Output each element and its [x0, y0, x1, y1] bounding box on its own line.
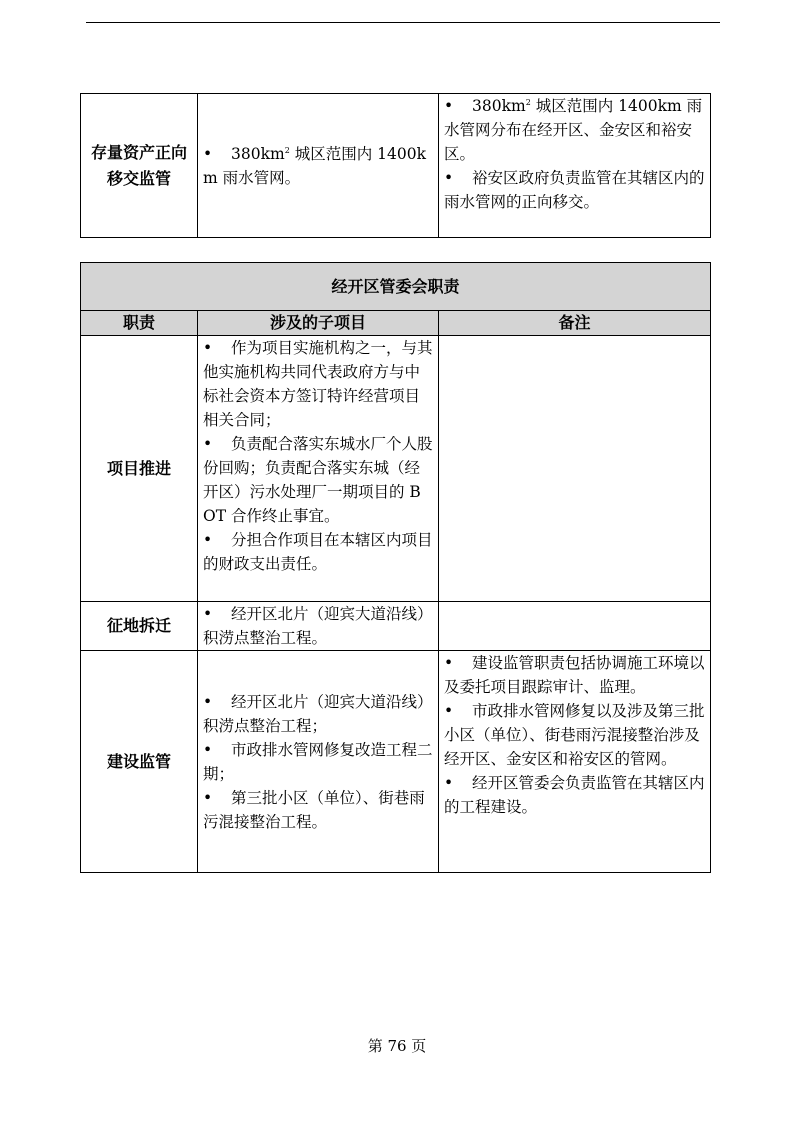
table-row: [81, 651, 711, 873]
bullet-mark: •: [203, 788, 213, 807]
table-row: [81, 336, 711, 602]
notes-cell: [439, 94, 711, 238]
table-row: [81, 602, 711, 651]
asset-transfer-table: [80, 93, 711, 238]
header-rule: [86, 22, 720, 23]
table-row: [81, 94, 711, 238]
row-label: 项目推进: [81, 336, 198, 602]
bullet-mark: •: [203, 144, 213, 163]
bullet-mark: •: [444, 774, 454, 792]
bullet-item: • $380km^2$ 城区范围内 1400km 雨水管网。: [203, 142, 433, 190]
bullet-item: • 经开区管委会负责监管在其辖区内的工程建设。: [444, 771, 705, 819]
row-label: 存量资产正向移交监管: [81, 94, 198, 238]
subitems-cell: [198, 94, 439, 238]
bullet-mark: •: [203, 339, 213, 357]
bullet-item: • 负责配合落实东城水厂个人股份回购；负责配合落实东城（经开区）污水处理厂一期项目的 BOT 合作终止事宜。: [203, 432, 433, 528]
bullet-mark: •: [203, 692, 213, 711]
header-cell: 涉及的子项目: [198, 311, 439, 336]
subitems-cell: [198, 651, 439, 873]
header-cell: 职责: [81, 311, 198, 336]
bullet-item: • 第三批小区（单位）、街巷雨污混接整治工程。: [203, 786, 433, 834]
bullet-item: • 作为项目实施机构之一，与其他实施机构共同代表政府方与中标社会资本方签订特许经营项目相关合同；: [203, 336, 433, 432]
responsibility-table: [80, 262, 711, 873]
bullet-item: • 市政排水管网修复改造工程二期；: [203, 738, 433, 786]
page-number: 第 76 页: [367, 1037, 427, 1055]
bullet-mark: •: [203, 435, 213, 453]
row-label: 建设监管: [81, 651, 198, 873]
table-title-row: [81, 263, 711, 311]
bullet-mark: •: [444, 654, 454, 672]
bullet-mark: •: [444, 702, 454, 720]
bullet-item: • $380km^2$ 城区范围内 1400km 雨水管网分布在经开区、金安区和裕安区。: [444, 94, 705, 166]
row-label: 征地拆迁: [81, 602, 198, 651]
bullet-mark: •: [444, 169, 454, 187]
bullet-mark: •: [444, 97, 454, 115]
bullet-mark: •: [203, 531, 213, 549]
bullet-item: • 分担合作项目在本辖区内项目的财政支出责任。: [203, 528, 433, 576]
notes-cell: [439, 651, 711, 873]
notes-cell: [439, 602, 711, 651]
table-title: 经开区管委会职责: [81, 263, 711, 311]
notes-cell: [439, 336, 711, 602]
header-cell: 备注: [439, 311, 711, 336]
bullet-item: • 经开区北片（迎宾大道沿线）积涝点整治工程；: [203, 690, 433, 738]
bullet-item: • 建设监管职责包括协调施工环境以及委托项目跟踪审计、监理。: [444, 651, 705, 699]
table-header-row: [81, 311, 711, 336]
bullet-mark: •: [203, 605, 213, 623]
bullet-mark: •: [203, 740, 213, 759]
subitems-cell: [198, 602, 439, 651]
bullet-item: • 裕安区政府负责监管在其辖区内的雨水管网的正向移交。: [444, 166, 705, 214]
subitems-cell: [198, 336, 439, 602]
bullet-item: • 市政排水管网修复以及涉及第三批小区（单位）、街巷雨污混接整治涉及经开区、金安区和裕安区的管网。: [444, 699, 705, 771]
bullet-item: • 经开区北片（迎宾大道沿线）积涝点整治工程。: [203, 602, 433, 650]
